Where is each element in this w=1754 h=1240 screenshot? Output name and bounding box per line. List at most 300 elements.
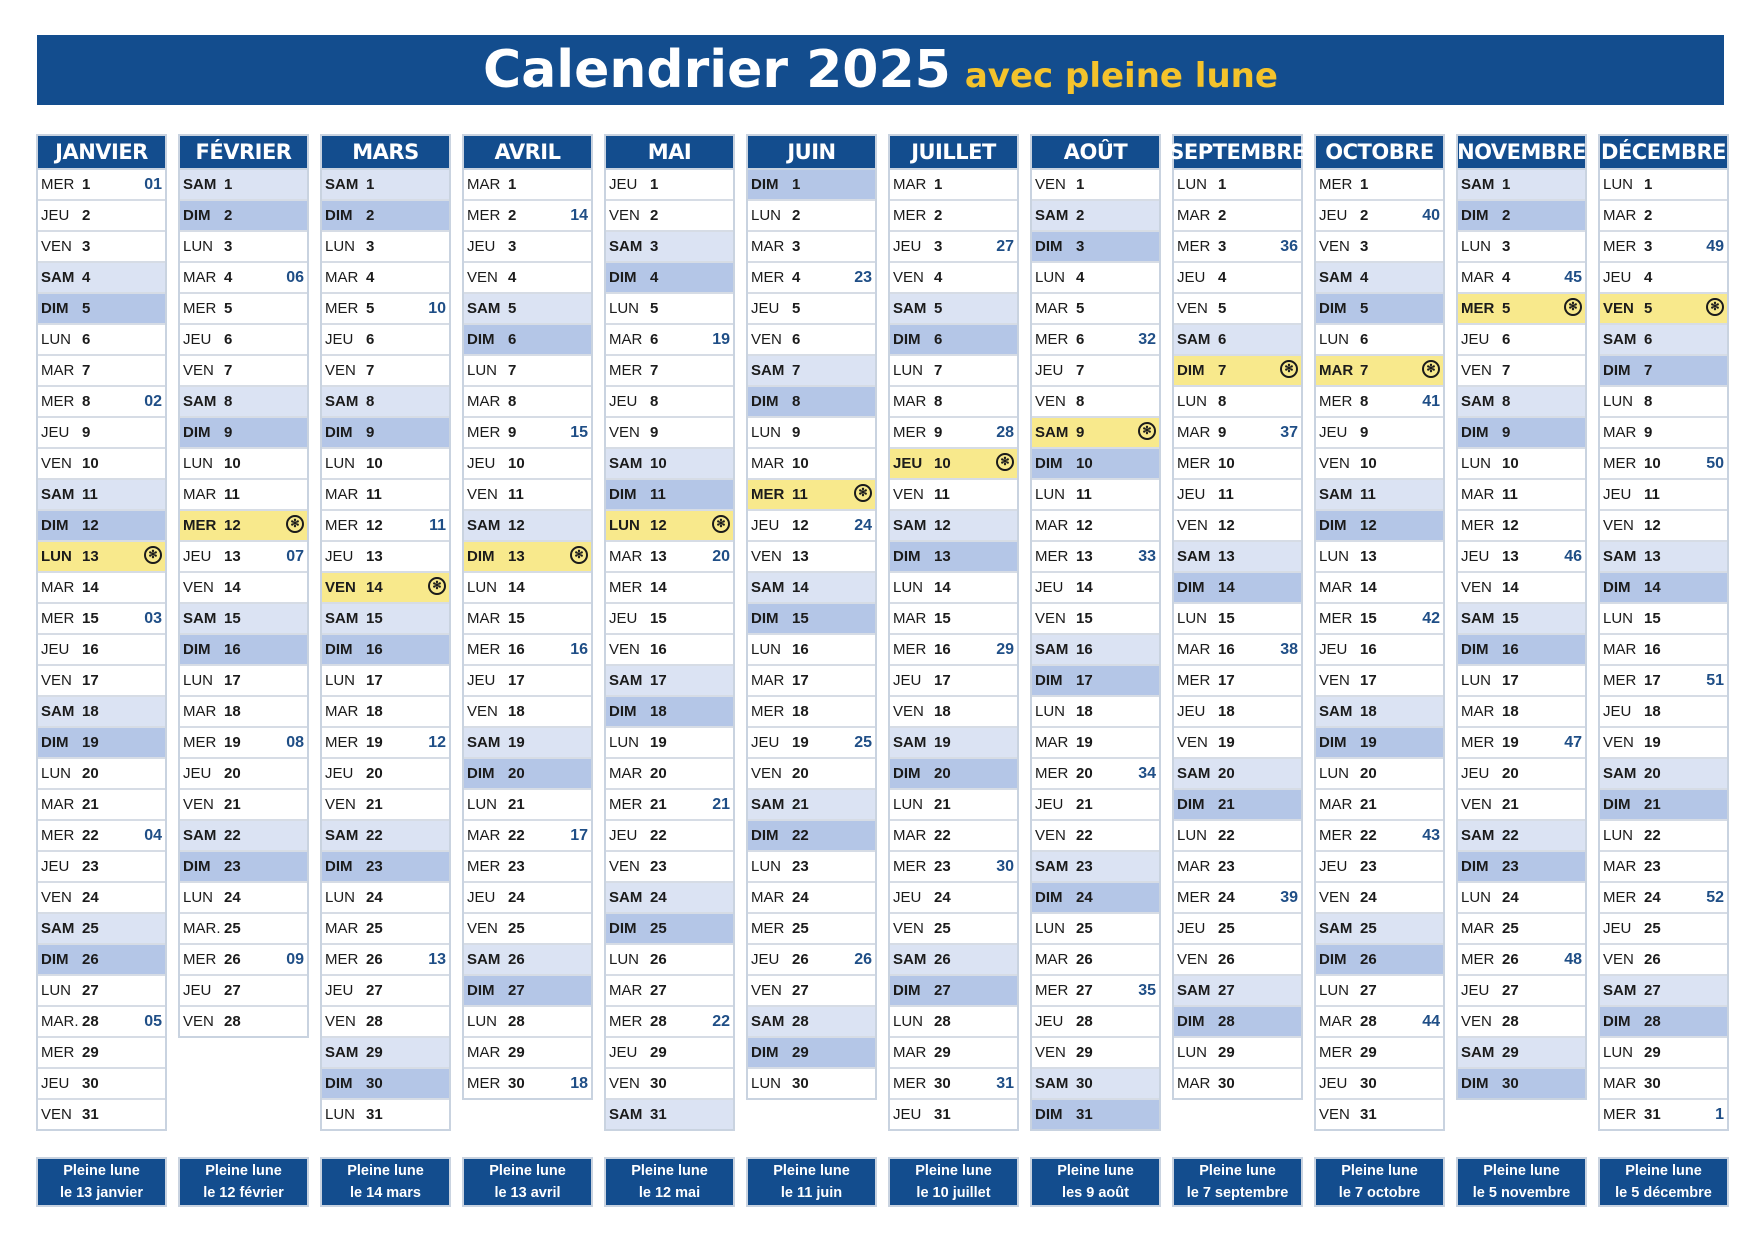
weekday-label: MAR [1319,362,1354,379]
weekday-label: LUN [609,300,640,317]
day-number: 7 [366,362,375,379]
day-number: 29 [934,1044,951,1061]
day-row [38,230,165,261]
day-row [1316,664,1443,695]
weekday-label: LUN [1177,827,1208,844]
day-number: 4 [1218,269,1227,286]
week-number: 46 [1564,547,1582,565]
day-number: 21 [1360,796,1377,813]
day-number: 26 [1502,951,1519,968]
weekday-label: VEN [1603,517,1634,534]
day-number: 28 [508,1013,525,1030]
day-number: 29 [1076,1044,1093,1061]
weekday-label: MAR [325,920,359,937]
day-row [180,757,307,788]
weekday-label: SAM [1461,1044,1495,1061]
full-moon-footer [1598,1157,1729,1207]
weekday-label: VEN [41,672,72,689]
weekday-label: VEN [1035,610,1066,627]
day-number: 16 [1644,641,1661,658]
footer-line2: le 7 octobre [1338,1185,1421,1201]
day-row [180,170,307,199]
day-number: 18 [508,703,525,720]
weekday-label: MER [609,796,643,813]
day-row [1458,943,1585,974]
weekday-label: VEN [1035,1044,1066,1061]
day-row [748,323,875,354]
day-number: 8 [792,393,801,410]
day-row [1600,602,1727,633]
day-row [606,695,733,726]
day-row [180,571,307,602]
weekday-label: DIM [893,765,921,782]
weekday-label: VEN [609,424,640,441]
weekday-label: SAM [1461,610,1495,627]
day-row [464,323,591,354]
weekday-label: SAM [325,1044,359,1061]
weekday-label: MAR [1177,1075,1211,1092]
weekday-label: MER [1177,455,1211,472]
day-number: 10 [1218,455,1235,472]
footer-line1: Pleine lune [205,1163,282,1179]
day-row [1174,819,1301,850]
weekday-label: SAM [1603,548,1637,565]
day-row [1316,1098,1443,1129]
day-number: 24 [934,889,951,906]
weekday-label: VEN [751,765,782,782]
full-moon-footer [462,1157,593,1207]
weekday-label: LUN [751,641,782,658]
weekday-label: MER [1035,548,1069,565]
weekday-label: VEN [1603,300,1634,317]
full-moon-icon: ✻ [854,484,872,502]
day-number: 27 [1360,982,1377,999]
weekday-label: MER [893,207,927,224]
day-row [1316,292,1443,323]
day-number: 11 [792,486,808,503]
day-row [180,1005,307,1036]
day-list [462,170,593,1100]
weekday-label: MAR [893,176,927,193]
weekday-label: LUN [751,1075,782,1092]
day-number: 9 [1644,424,1653,441]
weekday-label: VEN [183,796,214,813]
weekday-label: VEN [1035,176,1066,193]
day-row [890,571,1017,602]
weekday-label: DIM [467,982,495,999]
month-header: MARS [320,134,451,170]
weekday-label: MER [467,207,501,224]
day-list [1456,170,1587,1100]
day-number: 23 [1218,858,1235,875]
day-number: 18 [1360,703,1377,720]
footer-line2: le 14 mars [350,1185,421,1201]
weekday-label: SAM [751,1013,785,1030]
weekday-label: MER [41,176,75,193]
day-number: 28 [366,1013,383,1030]
day-number: 7 [1360,362,1369,379]
weekday-label: SAM [751,579,785,596]
weekday-label: LUN [325,455,356,472]
day-number: 12 [1360,517,1377,534]
weekday-label: LUN [893,579,924,596]
day-row [464,199,591,230]
day-row [606,912,733,943]
day-number: 28 [792,1013,809,1030]
weekday-label: VEN [609,207,640,224]
day-row [1600,509,1727,540]
day-number: 16 [508,641,525,658]
day-row [890,199,1017,230]
week-number: 37 [1280,423,1298,441]
weekday-label: MAR. [183,920,221,937]
day-row [464,230,591,261]
day-number: 18 [1076,703,1093,720]
weekday-label: MER [1319,176,1353,193]
month-column [462,134,593,1131]
day-number: 29 [366,1044,383,1061]
weekday-label: SAM [1035,641,1069,658]
day-row [1174,509,1301,540]
weekday-label: JEU [325,982,354,999]
day-row [748,757,875,788]
day-number: 20 [650,765,667,782]
day-row [322,912,449,943]
weekday-label: MER [1035,982,1069,999]
day-row [180,416,307,447]
day-number: 21 [366,796,383,813]
day-number: 26 [934,951,951,968]
week-number: 11 [429,516,446,534]
weekday-label: MER [1603,455,1637,472]
day-row [606,540,733,571]
day-row [1458,416,1585,447]
weekday-label: DIM [1603,1013,1631,1030]
weekday-label: MAR [751,238,785,255]
weekday-label: DIM [1461,207,1489,224]
day-list [1030,170,1161,1131]
day-number: 13 [1076,548,1093,565]
day-number: 8 [650,393,659,410]
day-number: 7 [934,362,943,379]
weekday-label: LUN [325,672,356,689]
full-moon-icon: ✻ [428,577,446,595]
weekday-label: VEN [467,269,498,286]
day-number: 18 [366,703,383,720]
day-row [1316,571,1443,602]
day-row [1174,726,1301,757]
day-list [1314,170,1445,1131]
day-row [180,385,307,416]
day-row [1458,1036,1585,1067]
day-row [38,695,165,726]
footer-line2: le 11 juin [780,1185,843,1201]
day-number: 4 [508,269,517,286]
day-number: 22 [1644,827,1661,844]
day-number: 2 [1502,207,1511,224]
day-number: 2 [82,207,91,224]
day-row [180,509,307,540]
weekday-label: DIM [183,207,211,224]
day-row [464,447,591,478]
weekday-label: MER [1319,827,1353,844]
day-row [606,170,733,199]
weekday-label: VEN [325,1013,356,1030]
day-row [1600,540,1727,571]
day-row [1458,757,1585,788]
weekday-label: JEU [609,610,638,627]
day-number: 11 [1644,486,1660,503]
weekday-label: SAM [609,672,643,689]
day-row [1032,1067,1159,1098]
weekday-label: MER [751,920,785,937]
day-number: 4 [366,269,375,286]
day-row [464,416,591,447]
day-number: 13 [82,548,99,565]
day-number: 4 [224,269,233,286]
day-row [1174,261,1301,292]
day-number: 17 [508,672,525,689]
day-number: 8 [508,393,517,410]
day-number: 15 [366,610,383,627]
month-column [604,134,735,1131]
day-row [1600,323,1727,354]
day-row [38,602,165,633]
day-row [748,1005,875,1036]
title-bar [37,35,1724,105]
day-number: 1 [934,176,943,193]
month-column [320,134,451,1131]
day-number: 11 [1076,486,1092,503]
day-number: 5 [1218,300,1227,317]
day-number: 20 [224,765,241,782]
weekday-label: JEU [1319,858,1348,875]
day-number: 24 [82,889,99,906]
weekday-label: VEN [1319,455,1350,472]
day-number: 3 [792,238,801,255]
day-number: 4 [1076,269,1085,286]
month-header: DÉCEMBRE [1598,134,1729,170]
day-row [1600,416,1727,447]
day-number: 30 [934,1075,951,1092]
day-number: 12 [792,517,809,534]
day-row [464,943,591,974]
weekday-label: DIM [325,641,353,658]
footer-line1: Pleine lune [1341,1163,1418,1179]
weekday-label: JEU [1461,982,1490,999]
weekday-label: LUN [751,858,782,875]
day-row [606,199,733,230]
week-number: 50 [1706,454,1724,472]
day-number: 20 [366,765,383,782]
weekday-label: SAM [751,796,785,813]
weekday-label: DIM [609,269,637,286]
day-row [1316,540,1443,571]
day-row [748,230,875,261]
day-number: 8 [82,393,91,410]
weekday-label: MER [893,1075,927,1092]
weekday-label: DIM [1603,796,1631,813]
day-row [1600,199,1727,230]
day-list [888,170,1019,1131]
weekday-label: LUN [609,517,640,534]
day-number: 4 [792,269,801,286]
day-row [1316,199,1443,230]
weekday-label: MAR [751,455,785,472]
weekday-label: JEU [609,827,638,844]
weekday-label: MAR [1603,207,1637,224]
weekday-label: JEU [325,765,354,782]
day-number: 2 [508,207,517,224]
day-number: 28 [934,1013,951,1030]
day-number: 17 [792,672,809,689]
weekday-label: SAM [325,176,359,193]
day-number: 6 [508,331,517,348]
day-row [38,664,165,695]
day-row [322,199,449,230]
day-number: 22 [366,827,383,844]
weekday-label: SAM [325,393,359,410]
weekday-label: SAM [893,951,927,968]
full-moon-icon: ✻ [144,546,162,564]
weekday-label: VEN [325,796,356,813]
day-row [1316,354,1443,385]
day-number: 29 [1644,1044,1661,1061]
month-header: NOVEMBRE [1456,134,1587,170]
day-number: 23 [1644,858,1661,875]
day-row [1174,974,1301,1005]
day-number: 5 [1360,300,1369,317]
weekday-label: JEU [325,548,354,565]
weekday-label: VEN [1461,362,1492,379]
weekday-label: JEU [1603,920,1632,937]
weekday-label: LUN [751,424,782,441]
weekday-label: SAM [41,486,75,503]
day-row [464,354,591,385]
day-number: 21 [792,796,809,813]
weekday-label: MAR [325,703,359,720]
weekday-label: JEU [751,517,780,534]
day-row [748,447,875,478]
footer-line1: Pleine lune [347,1163,424,1179]
footer-line2: le 12 février [203,1185,284,1201]
day-number: 8 [1218,393,1227,410]
day-row [748,170,875,199]
day-row [606,850,733,881]
day-row [38,943,165,974]
day-row [1174,633,1301,664]
week-number: 21 [712,795,730,813]
day-number: 3 [1502,238,1511,255]
day-number: 30 [650,1075,667,1092]
weekday-label: LUN [183,672,214,689]
day-number: 28 [224,1013,241,1030]
weekday-label: JEU [1035,1013,1064,1030]
weekday-label: JEU [751,734,780,751]
weekday-label: SAM [41,703,75,720]
weekday-label: MER [893,424,927,441]
day-row [1600,943,1727,974]
weekday-label: SAM [1603,765,1637,782]
day-row [180,695,307,726]
day-row [1458,509,1585,540]
weekday-label: SAM [467,734,501,751]
day-number: 20 [1218,765,1235,782]
week-number: 47 [1564,733,1582,751]
weekday-label: LUN [183,889,214,906]
weekday-label: DIM [1035,238,1063,255]
weekday-label: MAR [609,765,643,782]
day-number: 29 [82,1044,99,1061]
day-number: 19 [650,734,667,751]
week-number: 26 [854,950,872,968]
day-row [606,447,733,478]
day-row [606,1067,733,1098]
week-number: 20 [712,547,730,565]
weekday-label: MAR [1035,734,1069,751]
day-number: 13 [1360,548,1377,565]
weekday-label: MAR [325,486,359,503]
day-number: 14 [1360,579,1377,596]
day-row [38,788,165,819]
day-row [1600,633,1727,664]
footer-line1: Pleine lune [1625,1163,1702,1179]
day-row [464,695,591,726]
day-row [1458,323,1585,354]
weekday-label: DIM [751,610,779,627]
day-number: 27 [508,982,525,999]
day-row [1458,478,1585,509]
weekday-label: DIM [467,331,495,348]
day-row [1032,354,1159,385]
day-row [606,974,733,1005]
day-number: 28 [650,1013,667,1030]
day-number: 25 [1360,920,1377,937]
day-row [1032,819,1159,850]
weekday-label: DIM [325,424,353,441]
day-list [36,170,167,1131]
day-row [38,757,165,788]
day-number: 26 [82,951,99,968]
weekday-label: JEU [41,207,70,224]
day-number: 16 [366,641,383,658]
weekday-label: DIM [609,920,637,937]
weekday-label: LUN [1177,176,1208,193]
weekday-label: VEN [1603,951,1634,968]
day-row [322,571,449,602]
day-number: 2 [224,207,233,224]
day-row [180,633,307,664]
day-row [606,726,733,757]
day-row [1600,385,1727,416]
weekday-label: JEU [1035,579,1064,596]
day-row [748,850,875,881]
day-number: 23 [1076,858,1093,875]
day-number: 23 [1502,858,1519,875]
day-row [180,447,307,478]
weekday-label: SAM [467,951,501,968]
day-row [748,199,875,230]
week-number: 44 [1422,1012,1440,1030]
weekday-label: MER [1035,331,1069,348]
day-number: 16 [1502,641,1519,658]
day-row [1600,881,1727,912]
day-number: 22 [1218,827,1235,844]
day-row [1316,974,1443,1005]
day-number: 5 [82,300,91,317]
day-row [890,1067,1017,1098]
day-row [1032,602,1159,633]
